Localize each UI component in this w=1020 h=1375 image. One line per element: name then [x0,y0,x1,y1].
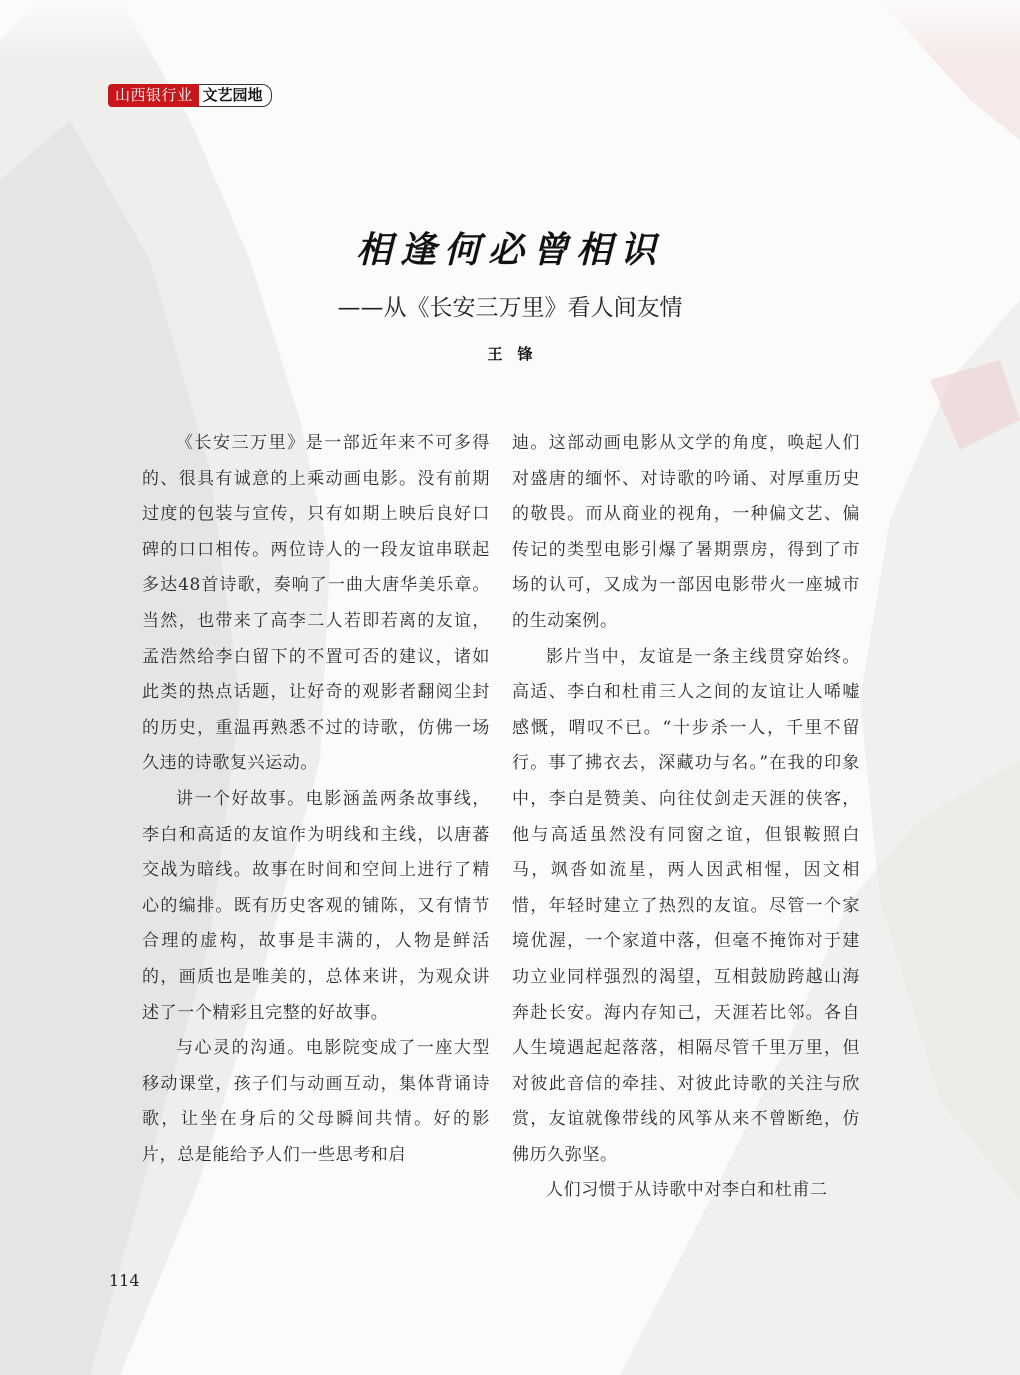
article-title: 相逢何必曾相识 [355,229,664,271]
article-subtitle: ——从《长安三万里》看人间友情 [337,295,683,321]
section-tag [108,84,272,107]
paragraph: 影片当中，友谊是一条主线贯穿始终。高适、李白和杜甫三人之间的友谊让人唏嘘感慨，喟叹不已。“十步杀一人，千里不留行。事了拂衣去，深藏功与名。”在我的印象中，李白是赞美、向往仗剑走天涯的侠客，他与高适虽然没有同窗之谊，但银鞍照白马，飒沓如流星，两人因武相惺，因文相惜，年轻时建立了热烈的友谊。尽管一个家境优渥，一个家道中落，但毫不掩饰对于建功立业同样强烈的渴望，互相鼓励跨越山海奔赴长安。海内存知己，天涯若比邻。各自人生境遇起起落落，相隔尽管千里万里，但对彼此音信的牵挂、对彼此诗歌的关注与欣赏，友谊就像带线的风筝从来不曾断绝，仿佛历久弥坚。 [512,646,860,1165]
left-text-column [142,426,490,1173]
paragraph: 与心灵的沟通。电影院变成了一座大型移动课堂，孩子们与动画互动，集体背诵诗歌，让坐在身后的父母瞬间共情。好的影片，总是能给予人们一些思考和启 [142,1038,490,1165]
right-text-column [512,426,860,1209]
paragraph-continued: 迪。这部动画电影从文学的角度，唤起人们对盛唐的缅怀、对诗歌的吟诵、对厚重历史的敬畏。而从商业的视角，一种偏文艺、偏传记的类型电影引爆了暑期票房，得到了市场的认可，又成为一部因电影带火一座城市的生动案例。 [512,433,860,631]
paragraph: 讲一个好故事。电影涵盖两条故事线，李白和高适的友谊作为明线和主线，以唐蕃交战为暗线。故事在时间和空间上进行了精心的编排。既有历史客观的铺陈，又有情节合理的虚构，故事是丰满的，人物是鲜活的，画质也是唯美的，总体来讲，为观众讲述了一个精彩且完整的好故事。 [142,788,490,1023]
page-number: 114 [109,1271,140,1290]
paragraph: 人们习惯于从诗歌中对李白和杜甫二 [546,1180,828,1201]
section-tag-column: 文艺园地 [199,84,272,107]
article-author: 王 锋 [487,345,533,363]
section-tag-bank: 山西银行业 [108,84,199,107]
paragraph: 《长安三万里》是一部近年来不可多得的、很具有诚意的上乘动画电影。没有前期过度的包装与宣传，只有如期上映后良好口碑的口口相传。两位诗人的一段友谊串联起多达48首诗歌，奏响了一曲大唐华美乐章。当然，也带来了高李二人若即若离的友谊，孟浩然给李白留下的不置可否的建议，诸如此类的热点话题，让好奇的观影者翻阅尘封的历史，重温再熟悉不过的诗歌，仿佛一场久违的诗歌复兴运动。 [142,433,490,774]
